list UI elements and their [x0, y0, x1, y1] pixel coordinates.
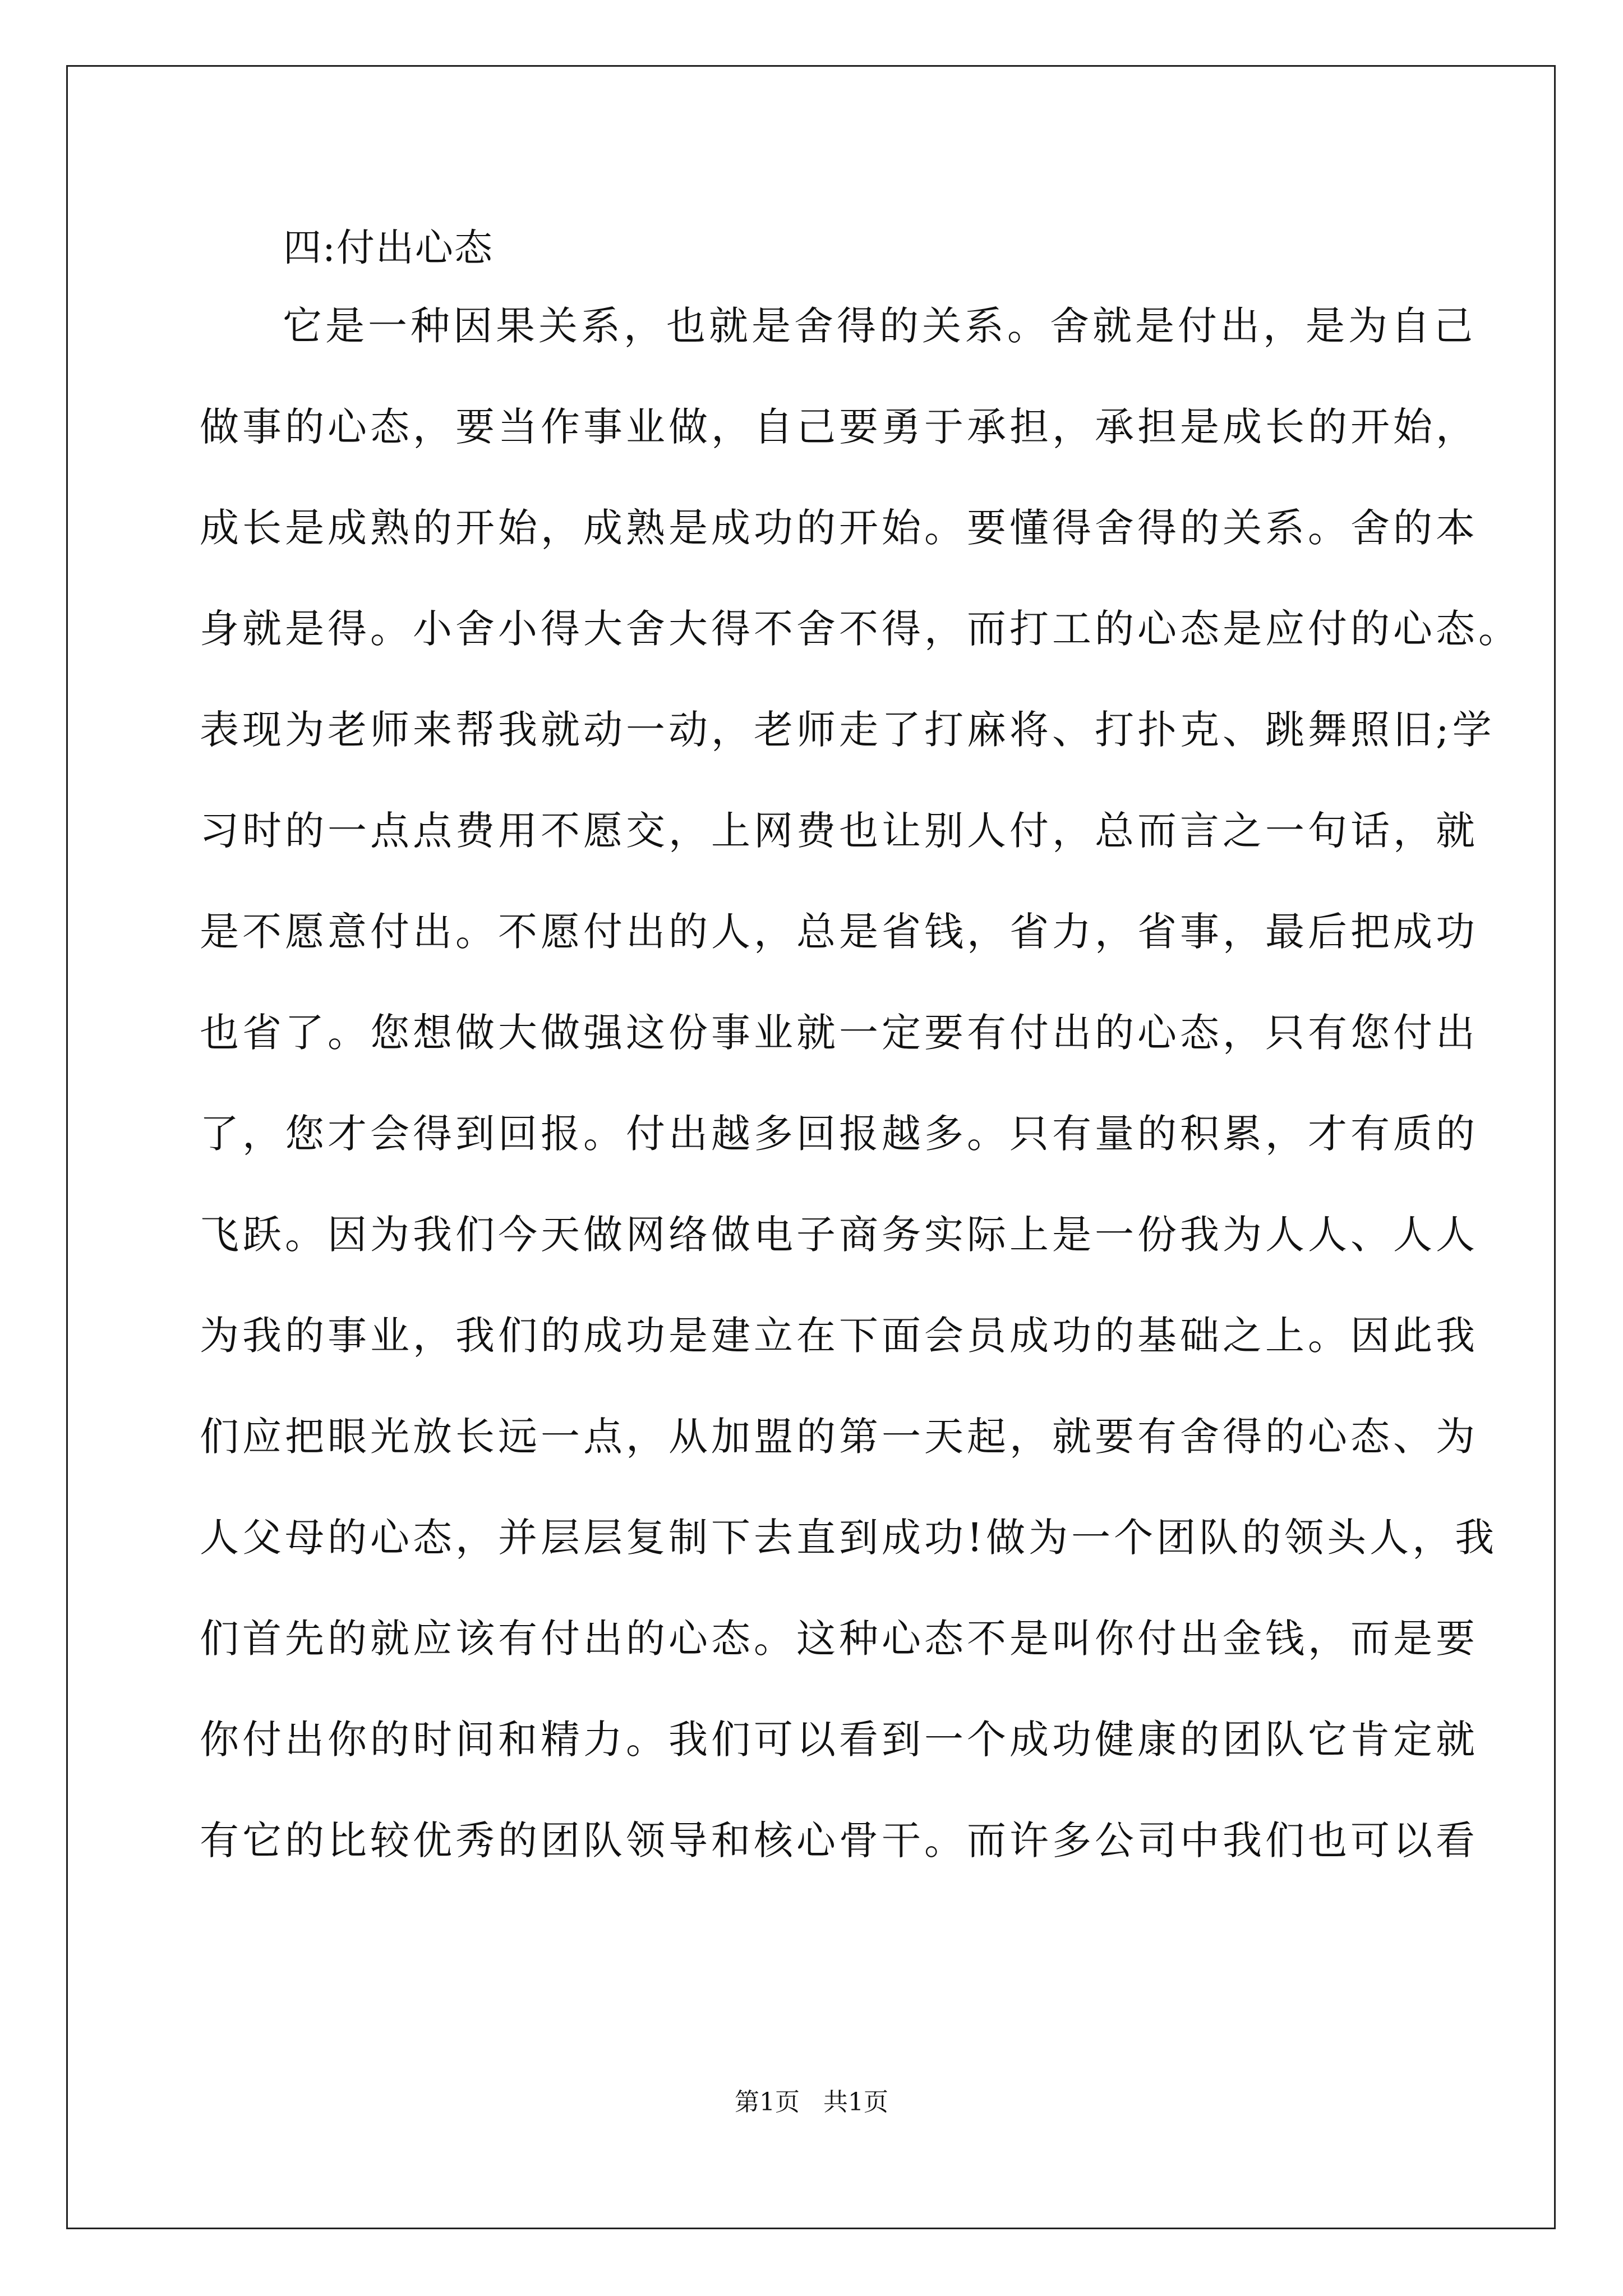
paragraph-line-16: 有它的比较优秀的团队领导和核心骨干。而许多公司中我们也可以看: [200, 1818, 1478, 1864]
paragraph-line-4: 身就是得。小舍小得大舍大得不舍不得，而打工的心态是应付的心态。: [200, 606, 1521, 652]
paragraph-line-13: 人父母的心态，并层层复制下去直到成功!做为一个团队的领头人，我: [200, 1515, 1498, 1561]
page-number-footer: 第1页 共1页: [735, 2088, 888, 2116]
paragraph-line-10: 飞跃。因为我们今天做网络做电子商务实际上是一份我为人人、人人: [200, 1212, 1478, 1258]
paragraph-line-12: 们应把眼光放长远一点，从加盟的第一天起，就要有舍得的心态、为: [200, 1414, 1478, 1460]
paragraph-line-1: 它是一种因果关系，也就是舍得的关系。舍就是付出，是为自己: [283, 303, 1476, 349]
paragraph-line-2: 做事的心态，要当作事业做，自己要勇于承担，承担是成长的开始，: [200, 404, 1478, 450]
paragraph-line-9: 了，您才会得到回报。付出越多回报越多。只有量的积累，才有质的: [200, 1111, 1478, 1157]
paragraph-line-15: 你付出你的时间和精力。我们可以看到一个成功健康的团队它肯定就: [200, 1717, 1478, 1763]
paragraph-line-8: 也省了。您想做大做强这份事业就一定要有付出的心态，只有您付出: [200, 1010, 1478, 1056]
paragraph-line-14: 们首先的就应该有付出的心态。这种心态不是叫你付出金钱，而是要: [200, 1616, 1478, 1662]
paragraph-line-7: 是不愿意付出。不愿付出的人，总是省钱，省力，省事，最后把成功: [200, 909, 1478, 955]
paragraph-line-3: 成长是成熟的开始，成熟是成功的开始。要懂得舍得的关系。舍的本: [200, 505, 1478, 551]
section-heading: 四:付出心态: [283, 226, 494, 270]
paragraph-line-5: 表现为老师来帮我就动一动，老师走了打麻将、打扑克、跳舞照旧;学: [200, 707, 1495, 753]
paragraph-line-11: 为我的事业，我们的成功是建立在下面会员成功的基础之上。因此我: [200, 1313, 1478, 1359]
paragraph-line-6: 习时的一点点费用不愿交，上网费也让别人付，总而言之一句话，就: [200, 808, 1478, 854]
